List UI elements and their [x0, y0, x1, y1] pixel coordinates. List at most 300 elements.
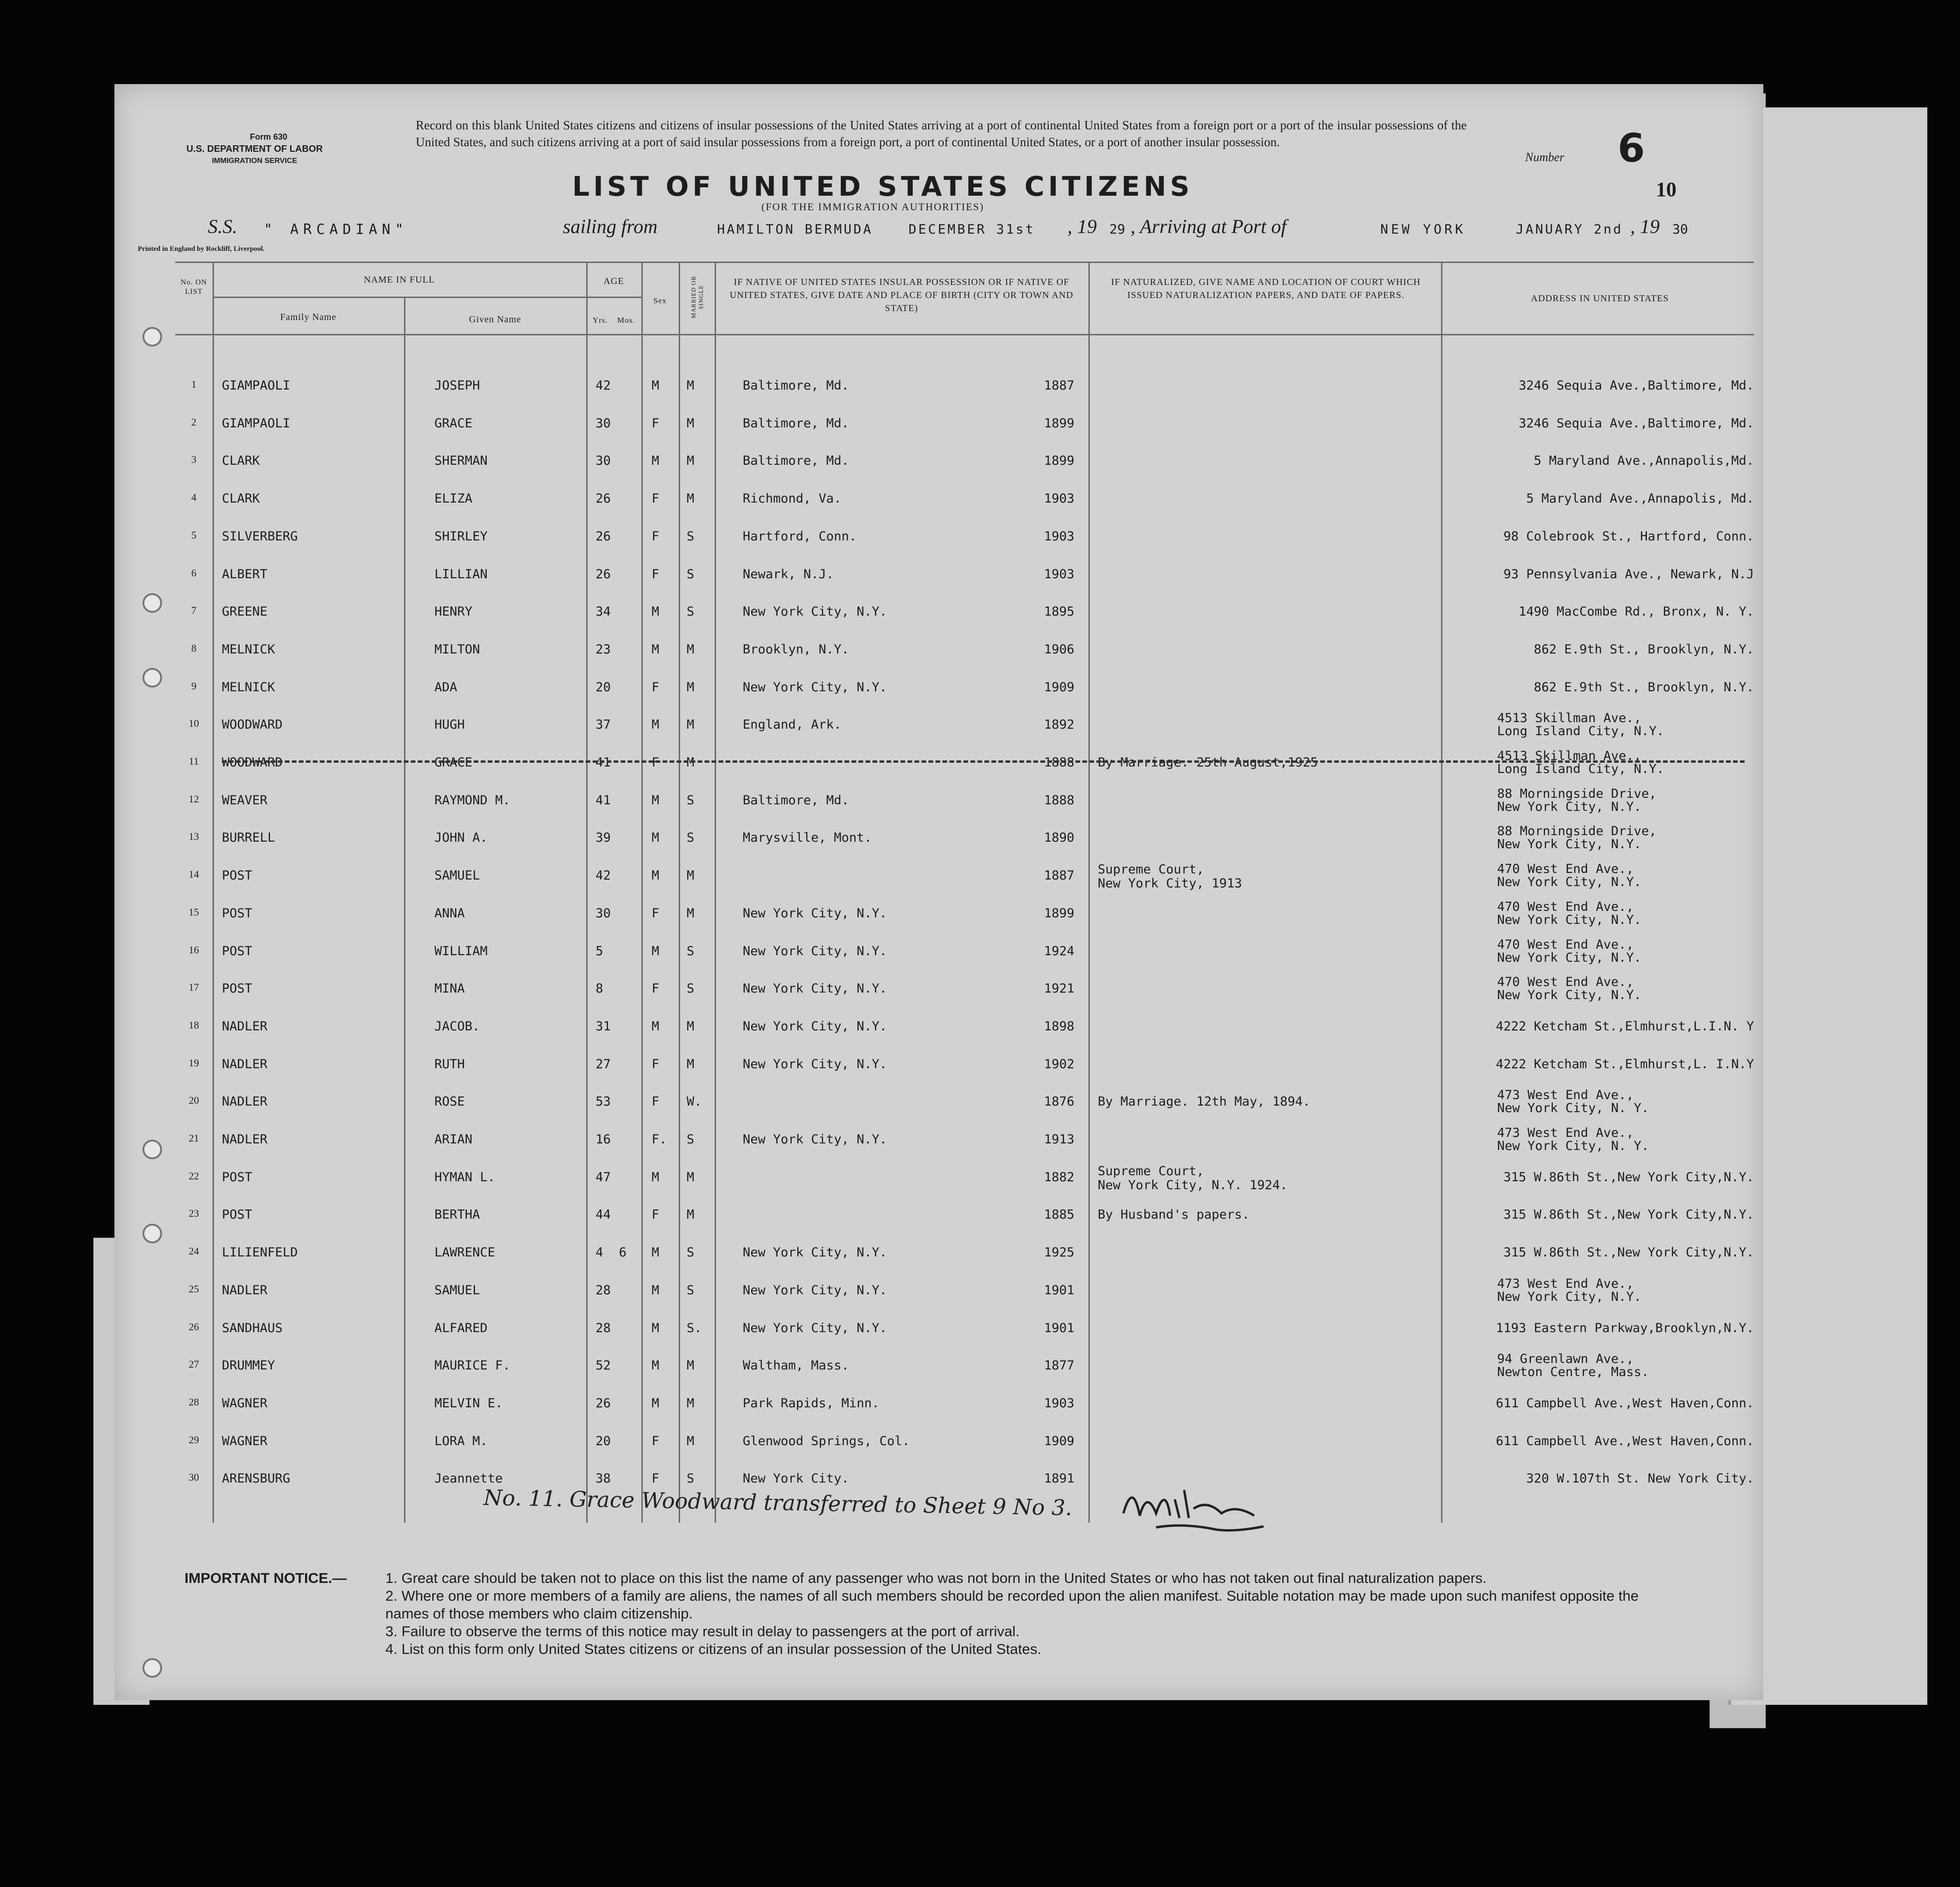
cell-family: WOODWARD	[222, 717, 283, 732]
cell-yrs: 41	[596, 755, 611, 770]
cell-yrs: 28	[596, 1283, 611, 1298]
cell-place: New York City, N.Y.	[743, 604, 887, 619]
cell-no: 26	[189, 1320, 199, 1333]
table-row	[114, 1207, 1763, 1245]
cell-year: 1903	[1044, 567, 1075, 582]
cell-family: MELNICK	[222, 642, 275, 657]
cell-yrs: 37	[596, 717, 611, 732]
cell-yrs: 30	[596, 454, 611, 468]
cell-family: POST	[222, 944, 253, 958]
cell-family: BURRELL	[222, 830, 275, 845]
cell-addr: 5 Maryland Ave.,Annapolis, Md.	[1526, 491, 1754, 506]
cell-yrs: 30	[596, 416, 611, 431]
record-instructions: Record on this blank United States citizens and citizens of insular possessions of the United States arriving at a port of continental United States from a foreign port or a port of the insular possessions of the United States, and such citizens arriving at a port of said insular possessions from a foreign port, a port of continental United States, or a port of another insular possession.	[416, 118, 1467, 149]
sailing-from-label: sailing from	[563, 216, 658, 238]
cell-ms: M	[687, 680, 695, 695]
cell-family: SILVERBERG	[222, 529, 298, 544]
cell-yrs: 8	[596, 981, 604, 996]
cell-nat: Supreme Court, New York City, N.Y. 1924.	[1098, 1163, 1288, 1192]
cell-sex: M	[652, 944, 660, 958]
notice-item: 4. List on this form only United States citizens or citizens of an insular possession of the United States.	[385, 1641, 1042, 1657]
cell-family: NADLER	[222, 1094, 268, 1109]
cell-addr2: New York City, N.Y.	[1497, 988, 1641, 1003]
cell-no: 6	[191, 567, 197, 579]
cell-sex: F	[652, 1207, 660, 1222]
cell-given: ELIZA	[434, 491, 473, 506]
cell-yrs: 26	[596, 491, 611, 506]
cell-yrs: 4	[596, 1245, 604, 1260]
cell-yrs: 26	[596, 529, 611, 544]
cell-yrs: 20	[596, 1433, 611, 1448]
cell-sex: M	[652, 830, 660, 845]
cell-sex: F.	[652, 1132, 667, 1147]
cell-family: NADLER	[222, 1283, 268, 1298]
cell-given: MINA	[434, 981, 465, 996]
cell-year: 1899	[1044, 906, 1075, 921]
cell-sex: F	[652, 680, 660, 695]
cell-ms: S	[687, 567, 695, 582]
cell-sex: M	[652, 868, 660, 883]
table-rule-header	[175, 334, 1754, 335]
cell-no: 3	[191, 454, 197, 466]
table-row	[114, 1163, 1763, 1207]
cell-no: 27	[189, 1358, 199, 1370]
cell-ms: S	[687, 1471, 695, 1486]
cell-given: SHERMAN	[434, 454, 488, 468]
cell-given: GRACE	[434, 755, 473, 770]
table-row	[114, 491, 1763, 529]
cell-yrs: 26	[596, 567, 611, 582]
cell-family: DRUMMEY	[222, 1358, 275, 1373]
cell-given: BERTHA	[434, 1207, 480, 1222]
cell-ms: S	[687, 1245, 695, 1260]
cell-year: 1876	[1044, 1094, 1075, 1109]
cell-place: New York City, N.Y.	[743, 1245, 887, 1260]
cell-family: WAGNER	[222, 1433, 268, 1448]
cell-sex: M	[652, 604, 660, 619]
header-no-on-list: No. ON LIST	[180, 278, 207, 296]
cell-family: MELNICK	[222, 680, 275, 695]
table-row	[114, 1396, 1763, 1433]
date-to: JANUARY 2nd	[1516, 221, 1623, 237]
cell-ms: M	[687, 642, 695, 657]
cell-year: 1903	[1044, 1396, 1075, 1411]
cell-given: RUTH	[434, 1057, 465, 1071]
cell-yrs: 53	[596, 1094, 611, 1109]
cell-ms: S	[687, 529, 695, 544]
cell-place: Baltimore, Md.	[743, 793, 849, 808]
cell-addr: 315 W.86th St.,New York City,N.Y.	[1503, 1170, 1754, 1185]
cell-ms: M	[687, 1057, 695, 1071]
printer-line: Printed in England by Rockliff, Liverpool.	[138, 245, 265, 253]
cell-family: WOODWARD	[222, 755, 283, 770]
table-row	[114, 1019, 1763, 1057]
cell-yrs: 28	[596, 1320, 611, 1335]
cell-yrs: 30	[596, 906, 611, 921]
cell-no: 14	[189, 868, 199, 880]
cell-year: 1898	[1044, 1019, 1075, 1034]
cell-no: 12	[189, 793, 199, 805]
cell-no: 2	[191, 416, 197, 428]
cell-sex: M	[652, 1396, 660, 1411]
cell-addr: 88 Morningside Drive,	[1497, 786, 1657, 801]
cell-family: POST	[222, 868, 253, 883]
cell-ms: M	[687, 717, 695, 732]
cell-no: 19	[189, 1057, 199, 1069]
manifest-page	[114, 84, 1763, 1700]
table-row	[114, 529, 1763, 567]
year-from: 29	[1109, 221, 1125, 237]
cell-ms: S	[687, 793, 695, 808]
cell-yrs: 39	[596, 830, 611, 845]
cell-given: SHIRLEY	[434, 529, 488, 544]
cell-no: 25	[189, 1283, 199, 1295]
header-married-single: MARRIED OR SINGLE	[690, 276, 704, 319]
cell-family: NADLER	[222, 1057, 268, 1071]
cell-sex: M	[652, 1245, 660, 1260]
cell-place: Newark, N.J.	[743, 567, 834, 582]
cell-addr: 88 Morningside Drive,	[1497, 824, 1657, 839]
cell-addr: 611 Campbell Ave.,West Haven,Conn.	[1496, 1433, 1754, 1448]
table-row	[114, 378, 1763, 416]
cell-addr: 862 E.9th St., Brooklyn, N.Y.	[1534, 642, 1754, 657]
cell-given: RAYMOND M.	[434, 793, 511, 808]
cell-family: ALBERT	[222, 567, 268, 582]
cell-ms: S.	[687, 1320, 702, 1335]
cell-addr: 470 West End Ave.,	[1497, 937, 1634, 952]
number-label: Number	[1525, 150, 1564, 164]
notice-item: 2. Where one or more members of a family are aliens, the names of all such members should be recorded upon the alien manifest. Suitable notation may be made upon such manifest opposite the names of those members who claim citizenship.	[385, 1588, 1639, 1622]
cell-yrs: 41	[596, 793, 611, 808]
row-11-strikethrough	[222, 760, 1745, 763]
cell-year: 1887	[1044, 378, 1075, 393]
cell-place: Glenwood Springs, Col.	[743, 1433, 910, 1448]
cell-place: New York City, N.Y.	[743, 906, 887, 921]
cell-addr: 320 W.107th St. New York City.	[1526, 1471, 1754, 1486]
cell-addr: 3246 Sequia Ave.,Baltimore, Md.	[1519, 378, 1754, 393]
cell-family: GIAMPAOLI	[222, 416, 291, 431]
cell-ms: M	[687, 1207, 695, 1222]
cell-place: Baltimore, Md.	[743, 378, 849, 393]
cell-no: 28	[189, 1396, 199, 1408]
cell-addr2: New York City, N.Y.	[1497, 1289, 1641, 1304]
cell-yrs: 31	[596, 1019, 611, 1034]
cell-place: Brooklyn, N.Y.	[743, 642, 849, 657]
cell-given: SAMUEL	[434, 868, 480, 883]
cell-sex: F	[652, 567, 660, 582]
cell-yrs: 38	[596, 1471, 611, 1486]
header-given-name: Given Name	[469, 314, 521, 325]
cell-nat: By Marriage. 12th May, 1894.	[1098, 1094, 1311, 1109]
cell-ms: S	[687, 1283, 695, 1298]
cell-addr: 4222 Ketcham St.,Elmhurst,L.I.N. Y	[1496, 1019, 1754, 1034]
cell-ms: M	[687, 1358, 695, 1373]
header-birth: IF NATIVE OF UNITED STATES INSULAR POSSESSION OR IF NATIVE OF UNITED STATES, GIVE DATE AND PLACE OF BIRTH (CITY OR TOWN AND STATE)	[730, 277, 1073, 313]
cell-year: 1892	[1044, 717, 1075, 732]
table-rule-top	[175, 262, 1754, 263]
cell-addr2: New York City, N.Y.	[1497, 912, 1641, 927]
cell-year: 1899	[1044, 454, 1075, 468]
cell-addr2: New York City, N.Y.	[1497, 837, 1641, 852]
cell-no: 11	[189, 755, 199, 767]
cell-given: HUGH	[434, 717, 465, 732]
cell-addr: 4513 Skillman Ave.,	[1497, 711, 1641, 726]
name-sub-rule	[213, 297, 641, 298]
notice-item: 3. Failure to observe the terms of this notice may result in delay to passengers at the port of arrival.	[385, 1623, 1020, 1639]
cell-yrs: 20	[596, 680, 611, 695]
cell-addr: 473 West End Ave.,	[1497, 1126, 1634, 1140]
cell-no: 4	[191, 491, 197, 504]
cell-given: ARIAN	[434, 1132, 473, 1147]
cell-sex: M	[652, 1358, 660, 1373]
cell-given: ADA	[434, 680, 457, 695]
cell-ms: M	[687, 868, 695, 883]
table-row	[114, 1276, 1763, 1320]
cell-addr: 98 Colebrook St., Hartford, Conn.	[1503, 529, 1754, 544]
cell-sex: F	[652, 755, 660, 770]
cell-yrs: 42	[596, 378, 611, 393]
cell-no: 24	[189, 1245, 199, 1257]
cell-ms: M	[687, 491, 695, 506]
cell-place: New York City, N.Y.	[743, 1283, 887, 1298]
cell-no: 7	[191, 604, 197, 617]
table-row	[114, 567, 1763, 604]
service: IMMIGRATION SERVICE	[212, 157, 298, 165]
cell-given: HENRY	[434, 604, 473, 619]
arriving-label: , Arriving at Port of	[1130, 216, 1287, 238]
cell-addr: 315 W.86th St.,New York City,N.Y.	[1503, 1245, 1754, 1260]
cell-year: 1877	[1044, 1358, 1075, 1373]
cell-ms: S	[687, 981, 695, 996]
cell-sex: F	[652, 1094, 660, 1109]
cell-given: MILTON	[434, 642, 480, 657]
ship-name: " ARCADIAN"	[264, 221, 408, 238]
header-sex: Sex	[653, 296, 667, 305]
cell-no: 1	[191, 378, 197, 390]
cell-sex: F	[652, 491, 660, 506]
table-row	[114, 1126, 1763, 1170]
cell-sex: M	[652, 642, 660, 657]
cell-given: WILLIAM	[434, 944, 488, 958]
cell-place: New York City, N.Y.	[743, 680, 887, 695]
cell-ms: S	[687, 830, 695, 845]
cell-addr2: New York City, N. Y.	[1497, 1139, 1649, 1153]
cell-place: New York City, N.Y.	[743, 944, 887, 958]
cell-sex: M	[652, 1170, 660, 1185]
handwritten-transfer-note: No. 11. Grace Woodward transferred to Sheet 9 No 3.	[483, 1485, 1072, 1520]
cell-place: Hartford, Conn.	[743, 529, 857, 544]
cell-ms: S	[687, 1132, 695, 1147]
cell-yrs: 44	[596, 1207, 611, 1222]
cell-yrs: 23	[596, 642, 611, 657]
cell-addr: 5 Maryland Ave.,Annapolis,Md.	[1534, 454, 1754, 468]
table-row	[114, 642, 1763, 680]
cell-sex: M	[652, 454, 660, 468]
cell-addr: 470 West End Ave.,	[1497, 899, 1634, 914]
cell-year: 1899	[1044, 416, 1075, 431]
cell-place: Baltimore, Md.	[743, 416, 849, 431]
cell-given: MELVIN E.	[434, 1396, 503, 1411]
cell-given: LAWRENCE	[434, 1245, 496, 1260]
cell-addr: 1490 MacCombe Rd., Bronx, N. Y.	[1519, 604, 1754, 619]
cell-ms: M	[687, 1019, 695, 1034]
cell-place: Baltimore, Md.	[743, 454, 849, 468]
cell-year: 1925	[1044, 1245, 1075, 1260]
cell-place: New York City.	[743, 1471, 849, 1486]
cell-ms: M	[687, 1433, 695, 1448]
cell-place: Waltham, Mass.	[743, 1358, 849, 1373]
cell-no: 15	[189, 906, 199, 918]
cell-given: SAMUEL	[434, 1283, 480, 1298]
cell-given: ROSE	[434, 1094, 465, 1109]
cell-year: 1903	[1044, 529, 1075, 544]
port-from: HAMILTON BERMUDA	[717, 221, 873, 237]
cell-nat: By Husband's papers.	[1098, 1207, 1250, 1222]
cell-family: CLARK	[222, 491, 260, 506]
cell-place: Richmond, Va.	[743, 491, 842, 506]
year-to-prefix: , 19	[1630, 216, 1660, 238]
header-address: ADDRESS IN UNITED STATES	[1531, 293, 1669, 304]
cell-no: 10	[189, 717, 199, 730]
cell-addr: 1193 Eastern Parkway,Brooklyn,N.Y.	[1496, 1320, 1754, 1335]
cell-no: 29	[189, 1433, 199, 1446]
cell-year: 1906	[1044, 642, 1075, 657]
page-title: LIST OF UNITED STATES CITIZENS	[572, 170, 1193, 202]
cell-ms: M	[687, 454, 695, 468]
cell-yrs: 27	[596, 1057, 611, 1071]
cell-year: 1901	[1044, 1283, 1075, 1298]
cell-addr: 611 Campbell Ave.,West Haven,Conn.	[1496, 1396, 1754, 1411]
cell-family: SANDHAUS	[222, 1320, 283, 1335]
cell-yrs: 16	[596, 1132, 611, 1147]
notice-list	[385, 1569, 1675, 1658]
officer-signature	[1114, 1471, 1282, 1541]
table-row	[114, 604, 1763, 642]
form-number: Form 630	[249, 132, 288, 142]
cell-no: 13	[189, 830, 199, 843]
cell-sex: F	[652, 1471, 660, 1486]
cell-place: New York City, N.Y.	[743, 1019, 887, 1034]
cell-family: POST	[222, 1170, 253, 1185]
cell-year: 1924	[1044, 944, 1075, 958]
notice-label: IMPORTANT NOTICE.—	[185, 1570, 347, 1586]
cell-family: WEAVER	[222, 793, 268, 808]
cell-place: New York City, N.Y.	[743, 1057, 887, 1071]
cell-year: 1885	[1044, 1207, 1075, 1222]
cell-addr: 862 E.9th St., Brooklyn, N.Y.	[1534, 680, 1754, 695]
cell-ms: M	[687, 906, 695, 921]
cell-sex: F	[652, 416, 660, 431]
binder-hole	[142, 1658, 162, 1678]
table-row	[114, 416, 1763, 454]
cell-addr2: New York City, N.Y.	[1497, 950, 1641, 965]
cell-no: 5	[191, 529, 197, 541]
cell-yrs: 5	[596, 944, 604, 958]
cell-sex: M	[652, 1320, 660, 1335]
cell-no: 22	[189, 1170, 199, 1182]
cell-given: ALFARED	[434, 1320, 488, 1335]
cell-sex: M	[652, 378, 660, 393]
cell-addr: 315 W.86th St.,New York City,N.Y.	[1503, 1207, 1754, 1222]
binder-hole	[142, 327, 162, 347]
sheet-value: 10	[1656, 178, 1676, 201]
cell-ms: M	[687, 416, 695, 431]
year-from-prefix: , 19	[1067, 216, 1097, 238]
cell-year: 1888	[1044, 793, 1075, 808]
cell-nat: By Marriage. 25th August,1925	[1098, 755, 1318, 770]
cell-given: MAURICE F.	[434, 1358, 511, 1373]
cell-year: 1909	[1044, 1433, 1075, 1448]
header-family-name: Family Name	[280, 312, 337, 322]
cell-no: 9	[191, 680, 197, 692]
cell-year: 1909	[1044, 680, 1075, 695]
date-from: DECEMBER 31st	[909, 221, 1036, 237]
header-name-in-full: NAME IN FULL	[364, 275, 435, 285]
header-mos: Mos.	[617, 316, 635, 325]
cell-family: GREENE	[222, 604, 268, 619]
cell-place: New York City, N.Y.	[743, 981, 887, 996]
cell-addr: 94 Greenlawn Ave.,	[1497, 1352, 1634, 1367]
header-naturalized: IF NATURALIZED, GIVE NAME AND LOCATION OF COURT WHICH ISSUED NATURALIZATION PAPERS, AND DATE OF PAPERS.	[1111, 277, 1421, 300]
cell-addr: 93 Pennsylvania Ave., Newark, N.J	[1503, 567, 1754, 582]
cell-given: JOSEPH	[434, 378, 480, 393]
cell-no: 16	[189, 944, 199, 956]
table-row	[114, 1352, 1763, 1396]
cell-ms: M	[687, 1170, 695, 1185]
cell-no: 21	[189, 1132, 199, 1144]
cell-ms: S	[687, 604, 695, 619]
cell-place: England, Ark.	[743, 717, 842, 732]
page-subtitle: (FOR THE IMMIGRATION AUTHORITIES)	[761, 201, 984, 213]
cell-no: 23	[189, 1207, 199, 1220]
cell-year: 1913	[1044, 1132, 1075, 1147]
cell-family: NADLER	[222, 1019, 268, 1034]
cell-yrs: 47	[596, 1170, 611, 1185]
cell-no: 8	[191, 642, 197, 654]
cell-place: Park Rapids, Minn.	[743, 1396, 880, 1411]
cell-mos: 6	[619, 1245, 627, 1260]
cell-addr: 473 West End Ave.,	[1497, 1088, 1634, 1103]
cell-year: 1921	[1044, 981, 1075, 996]
cell-sex: F	[652, 529, 660, 544]
cell-year: 1891	[1044, 1471, 1075, 1486]
department: U.S. DEPARTMENT OF LABOR	[186, 144, 323, 154]
cell-no: 20	[189, 1094, 199, 1107]
cell-addr: 4513 Skillman Ave.,	[1497, 749, 1641, 763]
cell-family: POST	[222, 981, 253, 996]
form-info	[185, 131, 325, 167]
table-row	[114, 1434, 1763, 1471]
table-row	[114, 454, 1763, 491]
cell-yrs: 26	[596, 1396, 611, 1411]
header-yrs: Yrs.	[592, 316, 608, 325]
number-value: 6	[1618, 125, 1645, 171]
cell-no: 30	[189, 1471, 199, 1483]
cell-year: 1888	[1044, 755, 1075, 770]
cell-no: 17	[189, 981, 199, 993]
cell-yrs: 52	[596, 1358, 611, 1373]
cell-addr: 473 West End Ave.,	[1497, 1276, 1634, 1291]
cell-sex: F	[652, 1057, 660, 1071]
cell-addr2: New York City, N. Y.	[1497, 1101, 1649, 1116]
cell-yrs: 34	[596, 604, 611, 619]
cell-year: 1901	[1044, 1320, 1075, 1335]
table-row	[114, 975, 1763, 1019]
cell-given: JACOB.	[434, 1019, 480, 1034]
cell-family: GIAMPAOLI	[222, 378, 291, 393]
cell-year: 1887	[1044, 868, 1075, 883]
cell-year: 1895	[1044, 604, 1075, 619]
